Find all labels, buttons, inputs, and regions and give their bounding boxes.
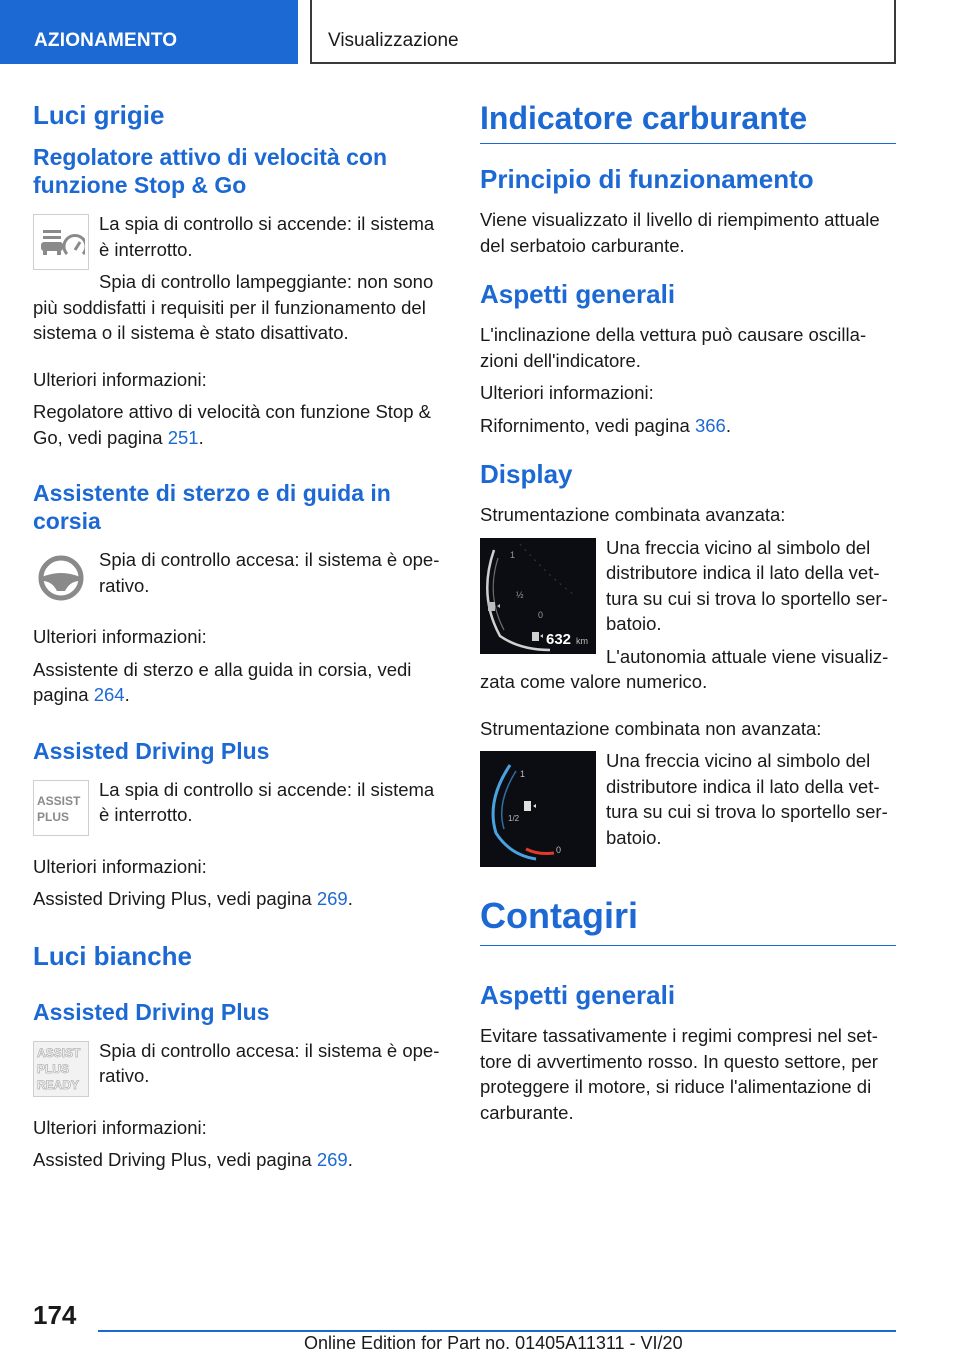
adp-white-text-1: Spia di controllo accesa: il sistema è operativo. — [99, 1039, 440, 1086]
tachometer-text: Evitare tassativamente i regimi compresi nel settore di avvertimento rosso. In questo settore, per proteggere il motore, si riduce l'alimentazione di carburante. — [480, 1025, 878, 1123]
heading-active-cruise-control: Regolatore attivo di velocità con funzione Stop & Go — [33, 144, 388, 198]
assist-plus-ready-icon-line-2: PLUS — [37, 1061, 70, 1076]
heading-tachometer: Contagiri — [480, 895, 896, 946]
steering-wheel-icon — [33, 550, 89, 606]
heading-assisted-driving-plus-white: Assisted Driving Plus — [33, 998, 270, 1025]
page-header-title: Visualizzazione — [310, 0, 896, 64]
advanced-cluster-label: Strumentazione combinata avanzata: — [480, 504, 786, 525]
heading-steering-assistant: Assistente di sterzo e di guida in corsia — [33, 480, 391, 534]
advanced-gauge-range-value: 632 — [546, 630, 572, 648]
acc-indicator-row — [33, 211, 447, 353]
advanced-cluster-text-1: Una freccia vicino al simbolo del distributore indica il lato della vettura su cui si trova lo sportello serbatoio. — [606, 536, 888, 634]
adp-gray-reference-text: Assisted Driving Plus, vedi pagina — [33, 888, 312, 909]
steer-reference: Assistente di sterzo e alla guida in corsia, vedi pagina 264. — [33, 658, 412, 705]
assist-plus-icon-line-1: ASSIST — [37, 793, 81, 808]
heading-operating-principle: Principio di funzionamento — [480, 164, 814, 194]
adp-gray-indicator-row — [33, 777, 447, 840]
section-tab[interactable]: AZIONAMENTO — [0, 0, 298, 64]
steer-page-link[interactable]: 264 — [93, 684, 125, 705]
page-number: 174 — [33, 1300, 77, 1330]
heading-assisted-driving-plus-gray: Assisted Driving Plus — [33, 737, 270, 764]
heading-general-fuel: Aspetti generali — [480, 279, 676, 309]
left-column — [33, 100, 447, 1180]
steer-indicator-row — [33, 547, 447, 610]
heading-display: Display — [480, 459, 573, 489]
acc-page-link[interactable]: 251 — [167, 426, 199, 448]
acc-text-1: La spia di controllo si accende: il sistema è interrotto. — [99, 213, 435, 260]
general-text: L'inclinazione della vettura può causare oscillazioni dell'indicatore. — [480, 324, 867, 371]
general-page-link[interactable]: 366 — [694, 414, 726, 436]
basic-gauge-tick-1: 1 — [520, 769, 526, 779]
assist-plus-ready-icon-line-1: ASSIST — [37, 1045, 81, 1060]
assist-plus-icon-line-2: PLUS — [37, 809, 70, 824]
assist-plus-ready-icon-line-3: READY — [37, 1077, 80, 1092]
acc-reference-text: Regolatore attivo di velocità con funzione Stop & Go, vedi pagina — [33, 401, 431, 448]
advanced-cluster-text-2: L'autonomia attuale viene visualizzata come valore numerico. — [480, 645, 889, 692]
acc-reference: Regolatore attivo di velocità con funzione Stop & Go, vedi pagina 251. — [33, 401, 431, 448]
footer-edition: Online Edition for Part no. 01405A11311 - VI/20 — [304, 1333, 683, 1353]
adp-gray-page-link[interactable]: 269 — [316, 888, 348, 909]
adp-gray-more-info-label: Ulteriori informazioni: — [33, 855, 207, 877]
steer-reference-text: Assistente di sterzo e alla guida in corsia, vedi pagina — [33, 658, 412, 705]
general-more-info-label: Ulteriori informazioni: — [480, 382, 654, 403]
adp-white-reference: Assisted Driving Plus, vedi pagina 269. — [33, 1149, 353, 1170]
assist-plus-ready-icon — [33, 1041, 89, 1097]
steer-more-info-label: Ulteriori informazioni: — [33, 626, 207, 647]
adp-white-page-link[interactable]: 269 — [316, 1149, 348, 1170]
adp-white-reference-text: Assisted Driving Plus, vedi pagina — [33, 1149, 312, 1170]
heading-general-tachometer: Aspetti generali — [480, 980, 676, 1010]
adp-white-more-info-label: Ulteriori informazioni: — [33, 1116, 207, 1138]
adp-gray-reference: Assisted Driving Plus, vedi pagina 269. — [33, 888, 353, 909]
heading-white-lights: Luci bianche — [33, 940, 192, 971]
cruise-control-icon — [33, 214, 89, 270]
general-reference: Rifornimento, vedi pagina 366. — [480, 414, 731, 436]
basic-cluster-label: Strumentazione combinata non avanzata: — [480, 717, 822, 739]
basic-cluster-row — [480, 748, 896, 873]
advanced-fuel-gauge-image — [480, 538, 596, 654]
heading-fuel-gauge: Indicatore carburante — [480, 100, 896, 144]
advanced-cluster-row — [480, 535, 896, 702]
basic-cluster-text-1: Una freccia vicino al simbolo del distributore indica il lato della vettura su cui si trova lo sportello serbatoio. — [606, 750, 888, 848]
adp-white-indicator-row — [33, 1038, 447, 1101]
acc-text-2: Spia di controllo lampeggiante: non sono più soddisfatti i requisiti per il funzionamento del sistema o il sistema è stato disattivato. — [33, 271, 434, 343]
advanced-gauge-tick-1: 1 — [510, 549, 516, 560]
basic-fuel-gauge-image — [480, 751, 596, 867]
steer-text-1: Spia di controllo accesa: il sistema è operativo. — [99, 549, 440, 596]
general-reference-text: Rifornimento, vedi pagina — [480, 414, 690, 436]
advanced-gauge-tick-0: 0 — [538, 609, 544, 620]
principle-text: Viene visualizzato il livello di riempimento attuale del serbatoio carburante. — [480, 209, 880, 256]
adp-gray-text-1: La spia di controllo si accende: il sistema è interrotto. — [99, 778, 435, 825]
heading-gray-lights: Luci grigie — [33, 100, 165, 130]
advanced-gauge-range-unit: km — [576, 635, 588, 646]
basic-gauge-tick-0: 0 — [556, 845, 562, 855]
assist-plus-icon — [33, 780, 89, 836]
basic-gauge-tick-half: 1/2 — [508, 814, 520, 823]
acc-more-info-label: Ulteriori informazioni: — [33, 368, 207, 390]
footer-divider — [98, 1330, 896, 1332]
right-column — [480, 100, 896, 1132]
advanced-gauge-tick-half: ½ — [516, 589, 524, 600]
